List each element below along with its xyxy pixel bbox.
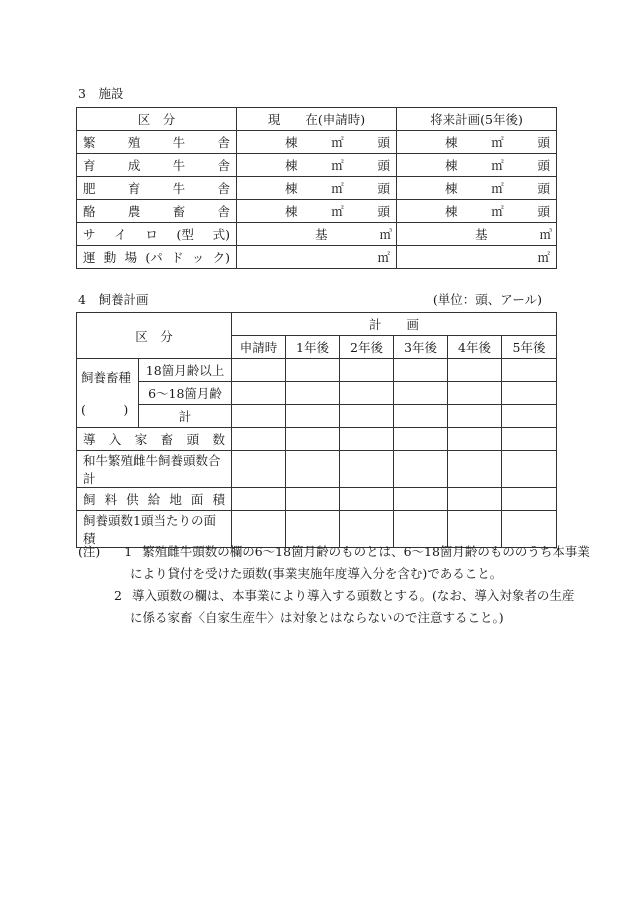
plan-value-cell[interactable] (394, 359, 448, 382)
facility-label: 肥 育 牛 舎 (77, 177, 237, 200)
note-2-line-1: 導入頭数の欄は、本事業により導入する頭数とする。(なお、導入対象者の生産 (131, 588, 575, 603)
note-1-line-2: により貸付を受けた頭数(事業実施年度導入分を含む)であること。 (130, 566, 503, 581)
plan-value-cell[interactable] (502, 405, 557, 428)
plan-value-cell[interactable] (286, 382, 340, 405)
facility-row (77, 154, 557, 177)
exercise-label: 運 動 場 (パ ド ッ ク) (77, 246, 237, 269)
facility-label: 酪 農 畜 舎 (77, 200, 237, 223)
plan-value-cell[interactable] (448, 451, 502, 488)
notes-prefix: (注) (78, 544, 101, 559)
feeding-plan-table (76, 312, 557, 548)
facility-row (77, 177, 557, 200)
unit-note: (単位：頭、アール) (432, 292, 542, 307)
plan-row-label: 導 入 家 畜 頭 数 (77, 428, 232, 451)
facility-row (77, 200, 557, 223)
facility-current-cell[interactable]: 棟 ㎡ 頭 (237, 131, 397, 154)
facility-row (77, 131, 557, 154)
facility-future-cell[interactable]: 棟 ㎡ 頭 (397, 177, 557, 200)
plan-value-cell[interactable] (448, 405, 502, 428)
facility-label: 繁 殖 牛 舎 (77, 131, 237, 154)
plan-value-cell[interactable] (340, 451, 394, 488)
silo-future[interactable]: 基 ㎥ (397, 223, 557, 246)
plan-value-cell[interactable] (286, 405, 340, 428)
livestock-type-cell: 飼養畜種 ( ) (77, 359, 139, 428)
plan-value-cell[interactable] (340, 488, 394, 511)
exercise-current[interactable]: ㎡ (237, 246, 397, 269)
plan-value-cell[interactable] (502, 359, 557, 382)
notes: (注) 1 繁殖雌牛頭数の欄の6～18箇月齢のものとは、6～18箇月齢のもののうち本事業 により貸付を受けた頭数(事業実施年度導入分を含む)であること。 2 導入頭数の欄は、本事業により導入する頭数とする。(なお、導入対象者の生産 に係る家畜〈自家生産牛〉は対象とはならないので注意すること。) (78, 541, 558, 629)
year-header-cell: 3年後 (394, 336, 448, 359)
plan-value-cell[interactable] (232, 359, 286, 382)
plan-row (77, 405, 557, 428)
plan-row (77, 382, 557, 405)
plan-value-cell[interactable] (394, 451, 448, 488)
header-current: 現 在(申請時) (237, 108, 397, 131)
header-future: 将来計画(5年後) (397, 108, 557, 131)
plan-value-cell[interactable] (286, 428, 340, 451)
plan-value-cell[interactable] (340, 405, 394, 428)
silo-current[interactable]: 基 ㎥ (237, 223, 397, 246)
plan-row-label: 飼養頭数1頭当たりの面積 (77, 511, 232, 548)
note-1-line-1: 繁殖雌牛頭数の欄の6～18箇月齢のものとは、6～18箇月齢のもののうち本事業 (142, 544, 590, 559)
plan-sub-label: 計 (139, 405, 232, 428)
plan-value-cell[interactable] (394, 488, 448, 511)
plan-value-cell[interactable] (502, 488, 557, 511)
section4-title: 4 飼養計画 (78, 292, 149, 307)
plan-value-cell[interactable] (448, 488, 502, 511)
facility-label: 育 成 牛 舎 (77, 154, 237, 177)
plan-value-cell[interactable] (232, 451, 286, 488)
plan-row (77, 451, 557, 488)
plan-value-cell[interactable] (232, 405, 286, 428)
plan-header-category: 区 分 (77, 313, 232, 359)
plan-value-cell[interactable] (340, 359, 394, 382)
year-header-cell: 1年後 (286, 336, 340, 359)
year-header-cell: 5年後 (502, 336, 557, 359)
note-2-line-2: に係る家畜〈自家生産牛〉は対象とはならないので注意すること。) (130, 610, 504, 625)
facility-future-cell[interactable]: 棟 ㎡ 頭 (397, 131, 557, 154)
plan-sub-label: 18箇月齢以上 (139, 359, 232, 382)
plan-value-cell[interactable] (448, 382, 502, 405)
plan-row (77, 359, 557, 382)
silo-label: サ イ ロ (型 式) (77, 223, 237, 246)
plan-value-cell[interactable] (448, 428, 502, 451)
facility-current-cell[interactable]: 棟 ㎡ 頭 (237, 154, 397, 177)
plan-value-cell[interactable] (340, 428, 394, 451)
year-header-cell: 申請時 (232, 336, 286, 359)
plan-value-cell[interactable] (286, 488, 340, 511)
plan-header: 計 画 (232, 313, 557, 336)
plan-value-cell[interactable] (232, 488, 286, 511)
plan-sub-label: 6～18箇月齢 (139, 382, 232, 405)
header-category: 区 分 (77, 108, 237, 131)
facilities-table (76, 107, 557, 269)
facility-future-cell[interactable]: 棟 ㎡ 頭 (397, 200, 557, 223)
plan-value-cell[interactable] (502, 428, 557, 451)
plan-value-cell[interactable] (394, 428, 448, 451)
plan-value-cell[interactable] (448, 359, 502, 382)
section3-title: 3 施設 (78, 86, 124, 101)
plan-value-cell[interactable] (232, 382, 286, 405)
facility-current-cell[interactable]: 棟 ㎡ 頭 (237, 177, 397, 200)
plan-value-cell[interactable] (232, 428, 286, 451)
year-header-cell: 4年後 (448, 336, 502, 359)
year-header-cell: 2年後 (340, 336, 394, 359)
facility-future-cell[interactable]: 棟 ㎡ 頭 (397, 154, 557, 177)
plan-value-cell[interactable] (502, 382, 557, 405)
plan-row-label: 飼 料 供 給 地 面 積 (77, 488, 232, 511)
exercise-future[interactable]: ㎡ (397, 246, 557, 269)
plan-value-cell[interactable] (394, 382, 448, 405)
plan-value-cell[interactable] (286, 359, 340, 382)
plan-value-cell[interactable] (502, 451, 557, 488)
plan-row-label: 和牛繁殖雌牛飼養頭数合計 (77, 451, 232, 488)
plan-value-cell[interactable] (340, 382, 394, 405)
plan-value-cell[interactable] (286, 451, 340, 488)
plan-row (77, 428, 557, 451)
plan-value-cell[interactable] (394, 405, 448, 428)
plan-row (77, 488, 557, 511)
facility-current-cell[interactable]: 棟 ㎡ 頭 (237, 200, 397, 223)
